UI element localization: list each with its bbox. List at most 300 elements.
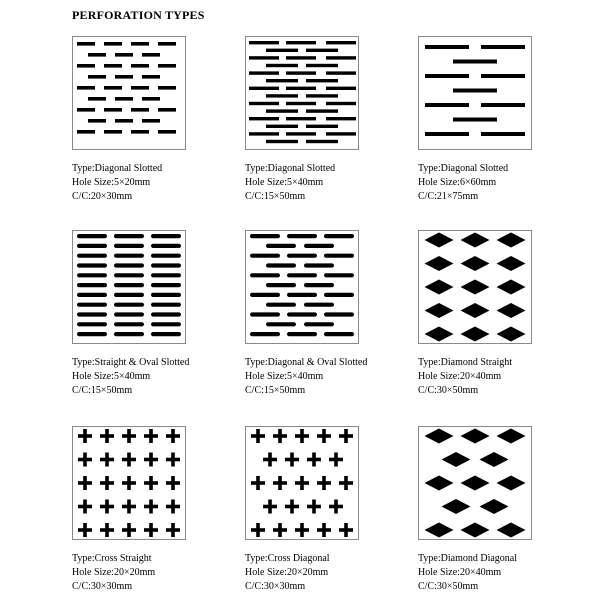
type-label: Type: [245,163,268,174]
slot-diagonal-long-pattern [419,37,531,149]
oval-slot-hole [151,322,181,326]
type-line [72,552,242,566]
diamond-hole [425,476,454,491]
cc-label: C/C: [245,385,264,396]
type-line [72,162,242,176]
type-value: Straight & Oval Slotted [94,357,190,368]
diamond-hole [461,429,490,444]
slot-hole [249,56,279,59]
oval-slot-hole [250,312,280,316]
hole-size-value: 20×40mm [459,371,502,382]
slot-hole [326,117,356,120]
oval-slot-hole [304,244,334,248]
cc-value: 15×50mm [263,191,306,202]
cross-hole [166,429,180,443]
slot-hole [104,64,122,68]
cross-hole [251,429,265,443]
pattern-swatch [418,36,532,150]
slot-diagonal-short-pattern [73,37,185,149]
hole-size-line [245,566,415,580]
pattern-swatch [418,230,532,344]
oval-slot-hole [114,283,144,287]
pattern-swatch [418,426,532,540]
cross-hole [166,476,180,490]
pattern-caption [245,356,415,398]
oval-slot-hole [77,322,107,326]
slot-hole [453,60,497,64]
cc-line [418,384,588,398]
pattern-caption [418,356,588,398]
oval-slot-hole [114,332,144,336]
diamond-hole [425,429,454,444]
cross-hole [295,523,309,537]
hole-size-label: Hole Size: [72,567,114,578]
type-label: Type: [418,553,441,564]
oval-slot-hole [266,322,296,326]
cc-label: C/C: [418,385,437,396]
cc-line [418,190,588,204]
cross-hole [339,429,353,443]
oval-slot-hole [250,234,280,238]
hole-size-value: 5×40mm [286,371,324,382]
pattern-caption [245,162,415,204]
cross-hole [166,500,180,514]
slot-hole [481,132,525,136]
hole-size-label: Hole Size: [418,567,460,578]
slot-hole [249,132,279,135]
oval-slot-hole [304,283,334,287]
slot-hole [481,45,525,49]
cross-hole [295,476,309,490]
diamond-hole [425,523,454,538]
type-value: Diagonal Slotted [94,163,163,174]
oval-slot-hole [114,263,144,267]
slot-hole [326,56,356,59]
oval-slot-hole [324,332,354,336]
slot-hole [158,86,176,90]
slot-hole [266,140,298,143]
cc-value: 15×50mm [90,385,133,396]
oval-slot-hole [151,312,181,316]
type-label: Type: [245,357,268,368]
slot-hole [266,64,298,67]
hole-size-label: Hole Size: [72,177,114,188]
slot-hole [306,49,338,52]
oval-slot-hole [114,254,144,258]
pattern-caption [72,552,242,594]
hole-size-line [72,370,242,384]
cc-line [72,384,242,398]
type-value: Diagonal Slotted [267,163,336,174]
oval-slot-hole [77,332,107,336]
cross-hole [144,429,158,443]
pattern-caption [72,162,242,204]
cross-straight-pattern [73,427,185,539]
cross-hole [100,429,114,443]
cross-hole [317,476,331,490]
slot-hole [481,103,525,107]
oval-slot-hole [114,234,144,238]
pattern-swatch [245,230,359,344]
cross-hole [263,500,277,514]
type-line [418,356,588,370]
cross-hole [100,453,114,467]
type-value: Diagonal Slotted [440,163,509,174]
cross-hole [329,500,343,514]
slot-diagonal-dense-pattern [246,37,358,149]
slot-hole [158,130,176,134]
type-label: Type: [72,553,95,564]
oval-slot-hole [250,293,280,297]
hole-size-line [72,176,242,190]
cc-label: C/C: [245,581,264,592]
cross-hole [273,476,287,490]
slot-hole [266,94,298,97]
oval-slot-hole [151,303,181,307]
diamond-hole [425,327,454,342]
hole-size-label: Hole Size: [245,371,287,382]
slot-hole [88,75,106,79]
cross-hole [144,476,158,490]
slot-hole [306,64,338,67]
cross-hole [122,523,136,537]
oval-slot-hole [77,293,107,297]
type-value: Cross Straight [94,553,152,564]
slot-hole [158,64,176,68]
diamond-hole [425,280,454,295]
type-label: Type: [245,553,268,564]
diamond-hole [480,452,509,467]
type-line [72,356,242,370]
type-line [418,162,588,176]
oval-slot-hole [151,234,181,238]
hole-size-value: 5×40mm [113,371,151,382]
cross-hole [339,523,353,537]
cc-value: 30×30mm [263,581,306,592]
diamond-hole [461,523,490,538]
slot-hole [142,75,160,79]
oval-slot-hole [77,303,107,307]
cross-hole [144,523,158,537]
cross-hole [122,429,136,443]
hole-size-line [245,370,415,384]
slot-hole [286,117,316,120]
oval-slot-hole [151,244,181,248]
oval-slot-hole [77,283,107,287]
slot-hole [115,97,133,101]
cc-label: C/C: [245,191,264,202]
hole-size-label: Hole Size: [418,371,460,382]
cross-hole [144,500,158,514]
oval-slot-hole [287,254,317,258]
diamond-hole [497,476,526,491]
pattern-swatch [245,36,359,150]
slot-hole [131,130,149,134]
type-label: Type: [418,163,441,174]
type-value: Cross Diagonal [267,553,330,564]
slot-hole [286,56,316,59]
slot-hole [88,97,106,101]
cc-label: C/C: [72,191,91,202]
cc-value: 20×30mm [90,191,133,202]
hole-size-label: Hole Size: [245,567,287,578]
slot-hole [425,74,469,78]
diamond-hole [461,476,490,491]
oval-slot-hole [266,244,296,248]
hole-size-label: Hole Size: [418,177,460,188]
type-label: Type: [72,357,95,368]
slot-hole [306,140,338,143]
slot-hole [453,89,497,93]
cc-line [245,190,415,204]
cross-hole [100,500,114,514]
slot-hole [115,75,133,79]
slot-hole [131,64,149,68]
slot-hole [266,79,298,82]
cc-line [418,580,588,594]
oval-slot-hole [324,312,354,316]
slot-hole [326,132,356,135]
oval-slot-hole [114,273,144,277]
oval-slot-hole [77,254,107,258]
slot-hole [158,108,176,112]
pattern-swatch [72,36,186,150]
diamond-hole [425,303,454,318]
diamond-hole [461,303,490,318]
cc-label: C/C: [72,385,91,396]
diamond-hole [461,280,490,295]
slot-hole [266,125,298,128]
pattern-caption [418,162,588,204]
cross-hole [251,476,265,490]
oval-slot-hole [287,332,317,336]
diamond-hole [425,256,454,271]
cross-hole [273,429,287,443]
oval-slot-hole [287,234,317,238]
oval-slot-hole [77,234,107,238]
diamond-hole [497,303,526,318]
slot-hole [249,87,279,90]
cross-hole [307,500,321,514]
cross-hole [144,453,158,467]
oval-slot-hole [77,312,107,316]
pattern-swatch [72,230,186,344]
oval-slot-hole [151,263,181,267]
slot-hole [77,86,95,90]
diamond-hole [497,429,526,444]
oval-slot-hole [304,303,334,307]
cross-hole [78,453,92,467]
slot-hole [115,119,133,123]
oval-slot-hole [266,303,296,307]
slot-hole [286,132,316,135]
type-line [245,356,415,370]
diamond-straight-pattern [419,231,531,343]
slot-hole [425,45,469,49]
oval-slot-hole [114,293,144,297]
oval-slot-hole [250,332,280,336]
cross-hole [295,429,309,443]
type-value: Diamond Straight [440,357,513,368]
cc-label: C/C: [72,581,91,592]
type-line [418,552,588,566]
slot-hole [142,97,160,101]
cc-line [245,384,415,398]
diamond-hole [425,233,454,248]
oval-slot-hole [77,273,107,277]
slot-hole [88,119,106,123]
cc-label: C/C: [418,581,437,592]
cross-hole [122,476,136,490]
slot-hole [306,79,338,82]
cc-label: C/C: [418,191,437,202]
cc-value: 30×50mm [436,385,479,396]
oval-slot-hole [250,273,280,277]
slot-hole [88,53,106,57]
diamond-hole [497,280,526,295]
diamond-hole [497,327,526,342]
slot-hole [104,42,122,46]
cross-hole [285,500,299,514]
slot-hole [266,109,298,112]
hole-size-line [245,176,415,190]
cc-value: 15×50mm [263,385,306,396]
oval-slot-hole [114,312,144,316]
page-title: PERFORATION TYPES [72,8,205,22]
hole-size-value: 5×40mm [286,177,324,188]
hole-size-line [418,370,588,384]
oval-slot-hole [266,283,296,287]
oval-slot-hole [304,263,334,267]
slot-hole [286,71,316,74]
cross-hole [263,453,277,467]
hole-size-value: 20×20mm [113,567,156,578]
hole-size-value: 6×60mm [459,177,497,188]
slot-hole [306,109,338,112]
slot-hole [286,41,316,44]
cross-hole [122,500,136,514]
cc-value: 30×50mm [436,581,479,592]
diamond-hole [497,523,526,538]
oval-slot-hole [151,254,181,258]
hole-size-value: 20×40mm [459,567,502,578]
slot-straight-oval-pattern [73,231,185,343]
slot-hole [425,103,469,107]
type-value: Diagonal & Oval Slotted [267,357,368,368]
oval-slot-hole [114,303,144,307]
slot-hole [104,108,122,112]
slot-hole [249,117,279,120]
cc-line [72,190,242,204]
slot-hole [249,102,279,105]
hole-size-label: Hole Size: [245,177,287,188]
cross-hole [307,453,321,467]
oval-slot-hole [324,293,354,297]
oval-slot-hole [114,322,144,326]
cross-hole [78,500,92,514]
oval-slot-hole [324,254,354,258]
pattern-swatch [72,426,186,540]
oval-slot-hole [250,254,280,258]
oval-slot-hole [287,293,317,297]
pattern-swatch [245,426,359,540]
oval-slot-hole [151,332,181,336]
oval-slot-hole [151,273,181,277]
pattern-caption [418,552,588,594]
slot-hole [326,87,356,90]
oval-slot-hole [77,244,107,248]
slot-hole [142,119,160,123]
hole-size-line [418,566,588,580]
cross-hole [329,453,343,467]
type-label: Type: [72,163,95,174]
oval-slot-hole [151,283,181,287]
oval-slot-hole [287,312,317,316]
diamond-hole [461,327,490,342]
cc-line [245,580,415,594]
cross-hole [339,476,353,490]
oval-slot-hole [151,293,181,297]
slot-hole [286,87,316,90]
slot-hole [131,42,149,46]
oval-slot-hole [304,322,334,326]
slot-hole [326,41,356,44]
oval-slot-hole [77,263,107,267]
cross-hole [78,429,92,443]
hole-size-value: 20×20mm [286,567,329,578]
slot-hole [326,102,356,105]
slot-hole [104,130,122,134]
diamond-hole [480,499,509,514]
cross-hole [285,453,299,467]
type-value: Diamond Diagonal [440,553,518,564]
cross-hole [251,523,265,537]
diamond-hole [497,233,526,248]
slot-hole [306,125,338,128]
hole-size-line [418,176,588,190]
cross-hole [273,523,287,537]
cc-value: 30×30mm [90,581,133,592]
diamond-diagonal-pattern [419,427,531,539]
cc-line [72,580,242,594]
type-line [245,162,415,176]
type-label: Type: [418,357,441,368]
slot-hole [104,86,122,90]
oval-slot-hole [287,273,317,277]
oval-slot-hole [324,273,354,277]
oval-slot-hole [324,234,354,238]
cross-diagonal-pattern [246,427,358,539]
cc-value: 21×75mm [436,191,479,202]
slot-hole [326,71,356,74]
slot-hole [77,130,95,134]
cross-hole [100,523,114,537]
slot-hole [306,94,338,97]
hole-size-label: Hole Size: [72,371,114,382]
cross-hole [166,453,180,467]
cross-hole [100,476,114,490]
cross-hole [166,523,180,537]
diamond-hole [461,256,490,271]
type-line [245,552,415,566]
slot-hole [77,108,95,112]
oval-slot-hole [266,263,296,267]
pattern-caption [72,356,242,398]
slot-hole [249,71,279,74]
cross-hole [122,453,136,467]
hole-size-value: 5×20mm [113,177,151,188]
slot-hole [158,42,176,46]
